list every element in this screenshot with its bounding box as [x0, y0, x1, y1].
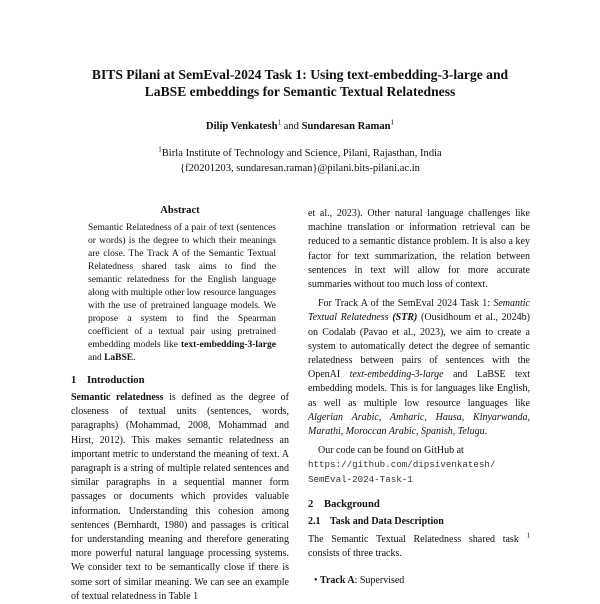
- affiliation-mark: 1: [277, 118, 281, 127]
- abstract-conjunction: and: [88, 353, 105, 363]
- track-text: and LaBSE text embedding models. This is for languages like English, as well as multiple low resource languages like: [308, 369, 530, 409]
- background-text: The Semantic Textual Relatedness shared task: [308, 533, 527, 545]
- paragraph-continued: et al., 2023). Other natural language challenges like machine translation or information retrieval can be reduced to a semantic distance problem. It is also a key factor for text summarization, the relation between sentences in text will allow for more accurate summaries without too much loss of context.: [308, 208, 530, 291]
- paper-title: [60, 66, 540, 100]
- github-url-line[interactable]: https://github.com/dipsivenkatesh/: [308, 459, 496, 471]
- track-text: (Ousidhoum et al., 2024b) on Codalab (Pavao et al., 2023), we aim to create a system to automatically detect the degree of semantic relatedness between pairs of sentences with the OpenAI: [308, 312, 531, 381]
- title-line-1: BITS Pilani at SemEval-2024 Task 1: Using text-embedding-3-large and: [91, 67, 509, 82]
- section-number: 1: [71, 375, 77, 386]
- author-name: Dilip Venkatesh: [205, 121, 278, 132]
- right-column: [308, 207, 530, 586]
- abstract-text: [88, 222, 276, 365]
- abstract-heading: Abstract: [160, 205, 200, 216]
- section-title: Background: [324, 498, 380, 510]
- code-paragraph: Our code can be found on GitHub at: [318, 445, 464, 457]
- section-heading-introduction: [71, 375, 289, 386]
- language-list: Algerian Arabic, Amharic, Hausa, Kinyarwanda, Marathi, Moroccan Arabic, Spanish, Telugu: [308, 411, 530, 438]
- track-text: For Track A of the SemEval 2024 Task 1:: [318, 298, 494, 310]
- title-line-2: LaBSE embeddings for Semantic Textual Relatedness: [144, 84, 456, 99]
- bullet-text: : Supervised: [354, 575, 405, 587]
- github-url-line[interactable]: SemEval-2024-Task-1: [308, 473, 413, 485]
- subsection-title: Task and Data Description: [330, 515, 444, 527]
- affiliation-block: [60, 146, 540, 176]
- author-conjunction: and: [283, 121, 299, 132]
- bullet-item: • Track A: Supervised: [314, 575, 405, 587]
- abstract-model-2: LaBSE: [104, 353, 134, 363]
- author-emails: {f20201203, sundaresan.raman}@pilani.bits-pilani.ac.in: [180, 163, 420, 174]
- github-link[interactable]: [308, 458, 530, 486]
- defined-term: Semantic relatedness: [71, 392, 164, 403]
- track-paragraph: [308, 297, 530, 439]
- abstract-body: Semantic Relatedness of a pair of text (sentences or words) is the degree to which their meanings are close. The Track A of the Semantic Textual Relatedness shared task aims to find the semantic relatedness for the English language along with multiple other low resource languages with the use of pretrained language models. We propose a system to find the Spearman coefficient of a textual pair using pretrained embedding models like: [88, 223, 276, 350]
- section-title: Introduction: [87, 375, 145, 386]
- model-name: text-embedding-3-large: [349, 369, 444, 381]
- affiliation-mark: 1: [158, 145, 162, 154]
- task-name: Semantic Textual Relatedness: [308, 298, 530, 324]
- footnote-mark: 1: [526, 531, 530, 540]
- institution: Birla Institute of Technology and Science, Pilani, Rajasthan, India: [161, 148, 442, 159]
- section-heading-background: [308, 499, 530, 510]
- affiliation-mark: 1: [390, 118, 395, 127]
- abstract-model-1: text-embedding-3-large: [181, 340, 276, 350]
- author-name: Sundaresan Raman: [301, 121, 391, 132]
- left-column: [71, 205, 289, 604]
- subsection-heading: [308, 516, 530, 527]
- task-abbreviation: (STR): [392, 312, 418, 324]
- subsection-number: 2.1: [308, 515, 321, 527]
- bullet-label: Track A: [320, 575, 355, 587]
- section-number: 2: [308, 498, 314, 510]
- background-text: consists of three tracks.: [308, 548, 402, 560]
- introduction-paragraph: [71, 391, 289, 604]
- track-text: .: [484, 426, 488, 438]
- author-list: [60, 118, 540, 132]
- introduction-body: is defined as the degree of closeness of textual units (sentences, words, paragraphs) (Mohammad, 2008, Mohammad and Hirst, 2012). This makes semantic relatedness an important metric to understand the meaning of text. A paragraph is a string of multiple related sentences and similar paragraphs in a sequential manner form passages or documents which provides valuable information. Understanding this cohesion among sentences (Bernhardt, 1980) and passages is critical for understanding meaning and therefore generating more powerful natural language processing systems. We consider text to be semantically close if there is some sort of similar meaning. We can see an example of textual relatedness in Table 1: [71, 392, 289, 602]
- abstract-end: .: [133, 353, 136, 363]
- background-paragraph: [308, 533, 530, 561]
